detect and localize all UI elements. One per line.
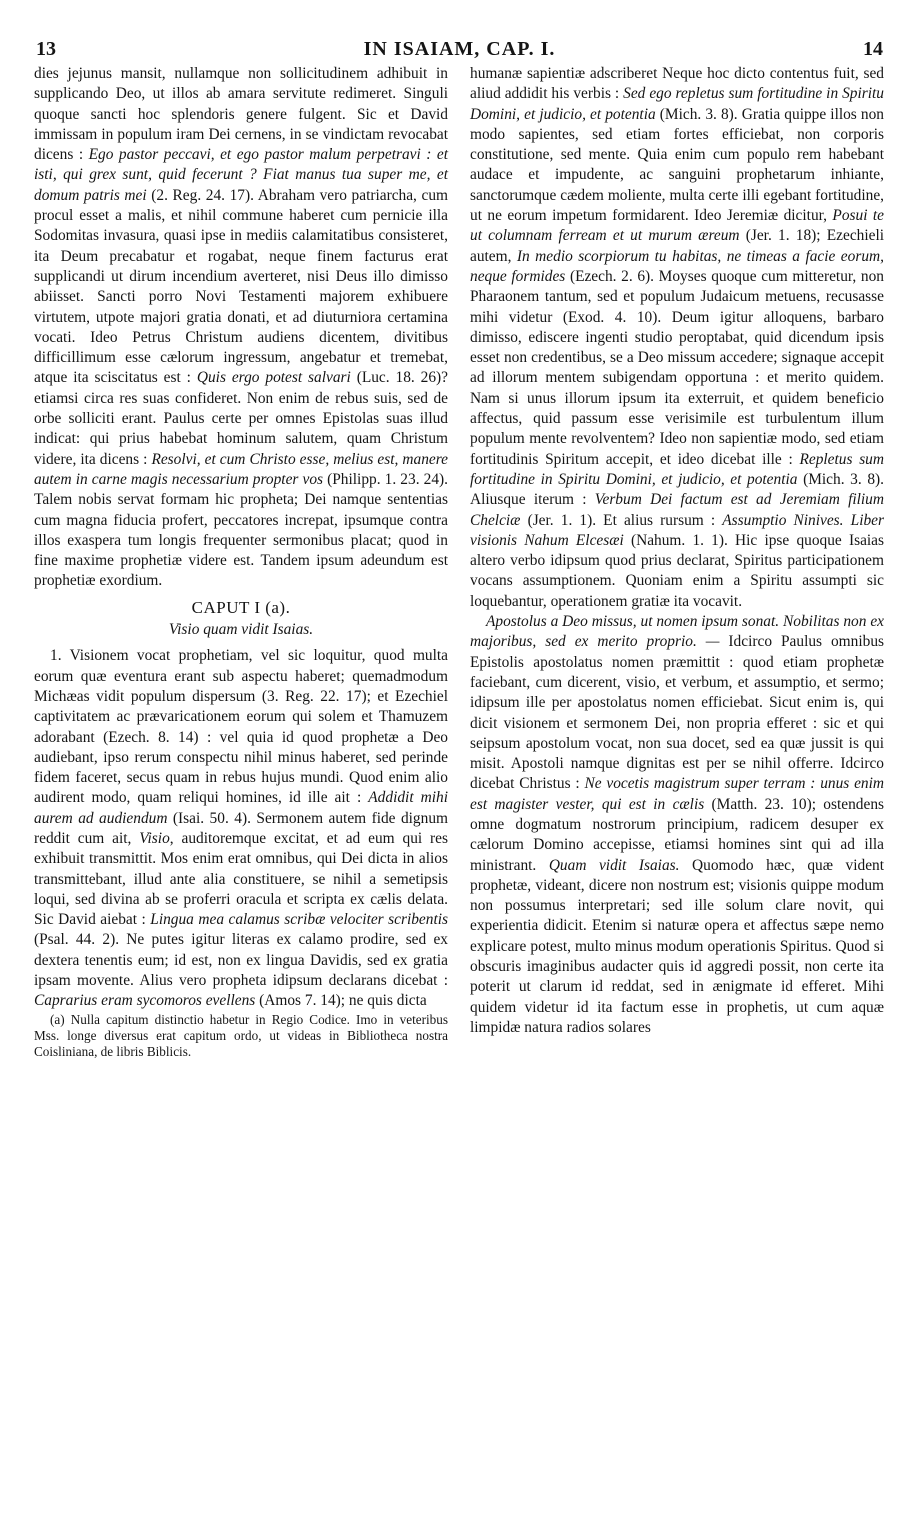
section-heading: Apostolus a Deo missus, ut nomen ipsum sonat. Nobilitas non ex majoribus, sed ex merito proprio. — xyxy=(470,613,884,651)
chapter-subtitle: Visio quam vidit Isaias. xyxy=(168,621,314,639)
right-paragraph-1: humanæ sapientiæ adscriberet Neque hoc dicto contentus fuit, sed aliud addidit his verbis : Sed ego repletus sum fortitudine in Spiritu Domini, et judicio, et potentia (Mich. 3. 8). Gratia quippe illos non modo sapientes, sed etiam fortes efficiebat, non corporis constitutione, sed mente. Quia enim cum populo rem habebant audace et impudente, ac sanguini prophetarum inhiante, sanctorumque cædem moliente, multa certe illi egebant fortitudine, ut ne eorum impetum formidarent. Ideo Jeremiæ dicitur, Posui te ut columnam ferream et ut murum æreum (Jer. 1. 18); Ezechieli autem, In medio scorpiorum tu habitas, ne timeas a facie eorum, neque formides (Ezech. 2. 6). Moyses quoque cum mitteretur, non Pharaonem tantum, sed et populum Judaicum metuens, recusasse mihi videtur (Exod. 4. 10). Deum igitur alloquens, barbaro dimisso, ediscere ingenti studio peroptabat, quid dicendum ipsis esset non credentibus, se a Deo missum accedere; signaque accepit ad illorum mentem subigendam opportuna : et merito quidem. Nam si unus illorum ipsum ita exterruit, et quidem beneficio affectus, quid passum esse verisimile est turbulentum illum populum mente revolventem? Ideo non sapientiæ modo, sed etiam fortitudinis Spiritum accepit, et ideo dicebat ille : Repletus sum fortitudine in Spiritu Domini, et judicio, et potentia (Mich. 3. 8). Aliusque iterum : Verbum Dei factum est ad Jeremiam filium Chelciæ (Jer. 1. 1). Et alius rursum : Assumptio Ninives. Liber visionis Nahum Elcesæi (Nahum. 1. 1). Hic ipse quoque Isaias altero verbo idipsum quod prius declarat, Spiritus participationem vocans assumptionem. Quoniam enim a Spiritu assumpti sic loquebantur, operationem gratiæ ita vocavit. xyxy=(470,65,885,610)
running-header xyxy=(36,38,883,62)
page-number-left: 13 xyxy=(36,38,56,60)
right-column xyxy=(470,64,884,1038)
right-paragraph-2: Apostolus a Deo missus, ut nomen ipsum sonat. Nobilitas non ex majoribus, sed ex merito proprio. — Idcirco Paulus omnibus Epistolis apostolatus nomen præmittit : quod etiam prophetæ faciebant, cum dicerent, visio, et verbum, et assumptio, et sermo; idipsum ille per apostolatus nomen efficiebat. Sicut enim is, qui dicit visionem et sermonem Dei, non propria efferet : sic et qui seipsum apostolum vocat, non sua docet, sed ea quæ jussit is qui misit. Apostoli namque dignitas est per se nihil offerre. Idcirco dicebat Christus : Ne vocetis magistrum super terram : unus enim est magister vester, qui est in cælis (Matth. 23. 10); ostendens omne dogmatum nostrorum principium, radicem desuper ex cælorum Domino accepisse, etiamsi homines sint qui ad illa ministrant. Quam vidit Isaias. Quomodo hæc, quæ vident prophetæ, videant, dicere non nostrum est; visionis quippe modum non possumus interpretari; sed ille solum clare novit, qui experientia didicit. Etenim si naturæ opera et affectus sæpe nemo explicare potest, multo minus modum operationis Spiritus. Quod si obscuris imaginibus audacter quis id aggredi possit, non certe ita poterit ut clarum id reddat, sed in ænigmate id efferet. Mihi quidem videtur id ita factum esse in prophetis, ut cum aquæ limpidæ natura radios solares xyxy=(470,613,885,1036)
page-number-right: 14 xyxy=(863,38,883,60)
left-paragraph-2: 1. Visionem vocat prophetiam, vel sic loquitur, quod multa eorum quæ eventura erant sub aspectu haberet; quemadmodum Michæas vidit populum dispersum (3. Reg. 22. 17); et Ezechiel captivitatem ac prævaricationem eorum qui solem et Thamuzem adorabant (Ezech. 8. 14) : vel quia id quod prophetæ a Deo audiebant, ipso rerum conspectu nihil minus haberet, sed perinde fidem faceret, secus quam in rebus hujus mundi. Quod enim alio audirent modo, quam reliqui homines, id ille ait : Addidit mihi aurem ad audiendum (Isai. 50. 4). Sermonem autem fide dignum reddit cum ait, Visio, auditoremque excitat, et ad eum qui res exhibuit transmittit. Mos enim erat omnibus, qui Dei dicta in alios transmittebant, illud ante alia constituere, se nihil a semetipsis loqui, sed divina ab se proferri oracula et scripta ex cælis delata. Sic David aiebat : Lingua mea calamus scribæ velociter scribentis (Psal. 44. 2). Ne putes igitur literas ex calamo prodire, sed ex dextera tenentis eum; id est, non ex lingua Davidis, sed ex gratia ipsam movente. Alius vero propheta idipsum declarans dicebat : Caprarius eram sycomoros evellens (Amos 7. 14); ne quis dicta xyxy=(34,647,449,1010)
running-title: IN ISAIAM, CAP. I. xyxy=(363,38,556,60)
left-column xyxy=(34,64,448,1060)
chapter-title: CAPUT I (a). xyxy=(191,597,291,617)
left-paragraph-1: dies jejunus mansit, nullamque non sollicitudinem adhibuit in supplicando Deo, ut illos ab amara servitute redimeret. Singuli quoque sancti hoc splendoris genere fulgent. Sic et David immissam in populum iram Dei cernens, in se vindictam revocabat dicens : Ego pastor peccavi, et ego pastor malum perpetravi : et isti, qui grex sunt, quid fecerunt ? Fiat manus tua super me, et domum patris mei (2. Reg. 24. 17). Abraham vero patriarcha, cum procul esset a malis, et nihil commune haberet cum pernicie illa Sodomitas invasura, quasi ipse in mediis calamitatibus consisteret, ita Deum precabatur et rogabat, neque finem facturus erat supplicandi ut dirum incendium averteret, nisi Deus illo dimisso abiisset. Sancti porro Novi Testamenti majorem exhibuere virtutem, utpote majori gratia donati, et ad diuturniora certamina vocati. Ideo Petrus Christum audiens dicentem, divitibus difficillimum esse cælorum ingressum, angebatur et tremebat, atque ita sciscitatus est : Quis ergo potest salvari (Luc. 18. 26)? etiamsi circa res suas confideret. Non enim de rebus suis, sed de orbe solliciti erant. Paulus certe per omnes Epistolas suas illud indicat: qui prius habebat hominum salutem, quam Christum videre, ita dicens : Resolvi, et cum Christo esse, melius est, manere autem in carne magis necessarium propter vos (Philipp. 1. 23. 24). Talem nobis servat formam hic propheta; Dei namque sententias cum magna fiducia profert, peccatores increpat, ipsumque contra illos exaspera tum longis frequenter sermonibus placat; quod in fine maxime prophetiæ videre est. Tandem ipsum adeundum est prophetiæ exordium. xyxy=(34,65,449,590)
footnote: (a) Nulla capitum distinctio habetur in Regio Codice. Imo in veteribus Mss. longe diversus erat capitum ordo, ut videas in Bibliotheca nostra Coisliniana, de libris Biblicis. xyxy=(34,1011,448,1059)
